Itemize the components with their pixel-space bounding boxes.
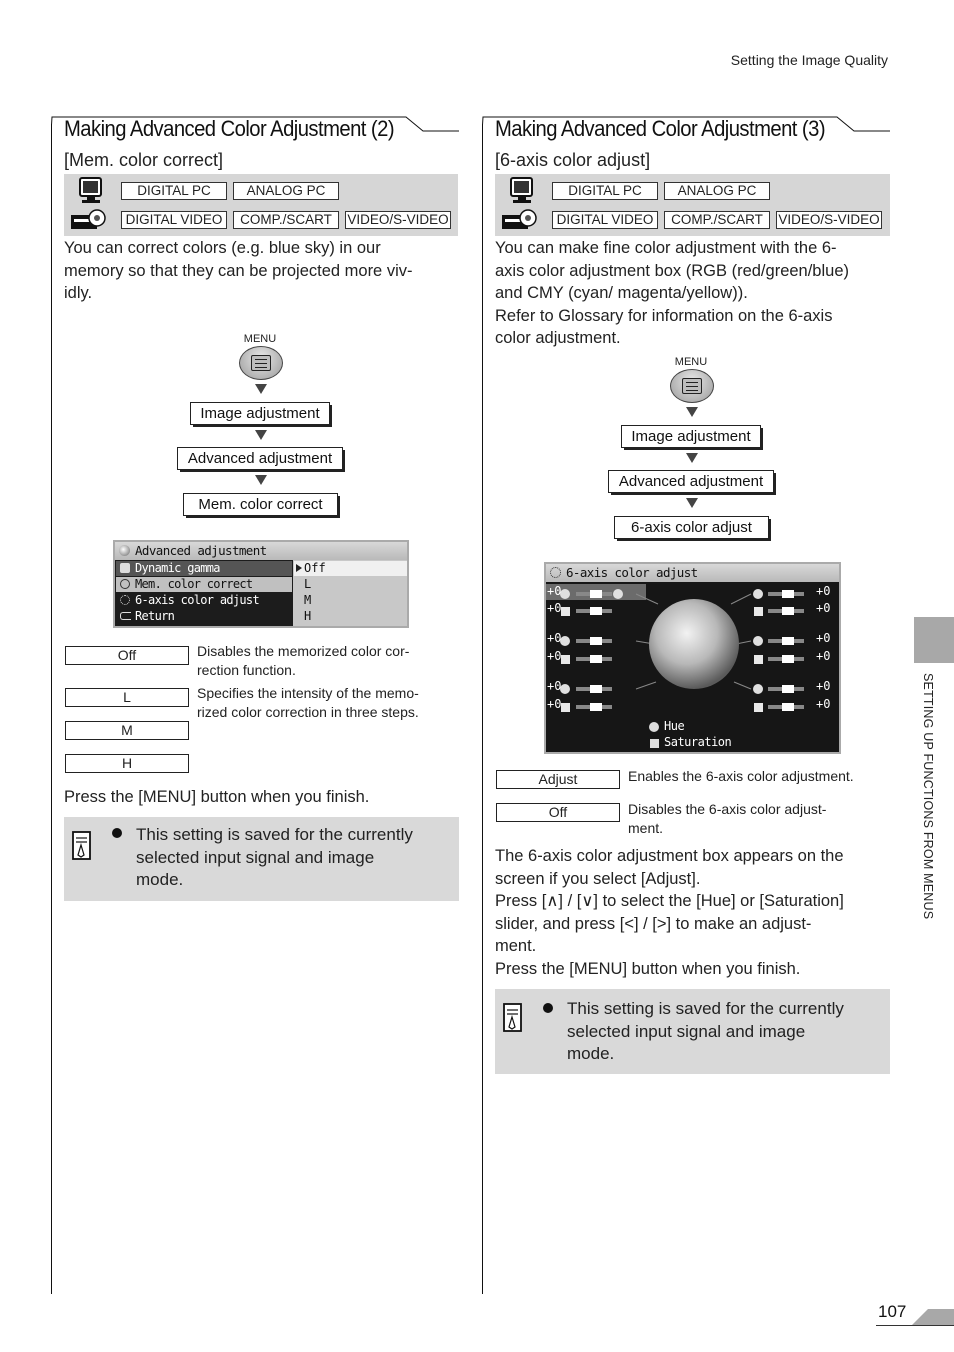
menu-button-icon (670, 369, 714, 403)
option-off-desc (628, 800, 886, 838)
option-off-desc (197, 642, 453, 680)
page-number-rule (876, 1325, 954, 1326)
flow-image-adjustment: Image adjustment (621, 425, 761, 448)
arrow-down-icon (686, 453, 698, 463)
page-number: 107 (878, 1302, 907, 1321)
osd-value: +0 (816, 649, 831, 663)
arrow-down-icon (255, 430, 267, 440)
body-line: slider, and press [<] / [>] to make an adjust- (495, 914, 812, 933)
osd-value: +0 (547, 631, 562, 645)
osd-value: +0 (816, 631, 831, 645)
note-line: This setting is saved for the currently (567, 999, 844, 1018)
osd-title-bar (546, 564, 841, 582)
osd-value: +0 (547, 679, 562, 693)
desc-line: Disables the memorized color cor- (197, 643, 410, 659)
osd-item-label: 6-axis color adjust (135, 593, 259, 607)
signal-video-s-video: VIDEO/S-VIDEO (345, 211, 451, 229)
page-corner-wedge (912, 1309, 954, 1325)
osd-value: +0 (816, 679, 831, 693)
intro-line: and CMY (cyan/ magenta/yellow)). (495, 284, 748, 303)
osd-value: Off (304, 561, 326, 575)
section-title: Making Advanced Color Adjustment (3) (495, 116, 826, 141)
osd-item-label: Mem. color correct (135, 577, 253, 591)
arrow-down-icon (255, 475, 267, 485)
osd-item-label: Return (135, 609, 175, 623)
six-axis-icon (550, 567, 561, 578)
monitor-icon (509, 177, 535, 205)
intro-line: idly. (64, 284, 93, 303)
option-off-tag: Off (65, 646, 189, 665)
arrow-down-icon (255, 384, 267, 394)
running-head: Setting the Image Quality (730, 52, 888, 68)
section-title: Making Advanced Color Adjustment (2) (64, 116, 395, 141)
flow-advanced-adjustment: Advanced adjustment (608, 470, 774, 493)
body-line: ment. (495, 937, 537, 956)
signal-comp-scart: COMP./SCART (664, 211, 770, 229)
intro-text (64, 237, 458, 305)
bullet-icon (543, 1003, 553, 1013)
video-deck-icon (501, 208, 537, 232)
memo-icon (72, 831, 92, 861)
menu-button-icon (239, 346, 283, 380)
menu-flow (495, 355, 889, 545)
osd-value: +0 (547, 697, 562, 711)
body-line: Press the [MENU] button when you finish. (495, 959, 801, 978)
signal-digital-pc: DIGITAL PC (552, 182, 658, 200)
signal-digital-video: DIGITAL VIDEO (121, 211, 227, 229)
note-text (136, 824, 446, 892)
note-line: selected input signal and image (136, 847, 375, 867)
legend-saturation: Saturation (664, 735, 732, 749)
chapter-label (921, 673, 937, 920)
signal-digital-video: DIGITAL VIDEO (552, 211, 658, 229)
finish-text: Press the [MENU] button when you finish. (64, 788, 370, 806)
option-m-tag: M (65, 721, 189, 740)
flow-advanced-adjustment: Advanced adjustment (177, 447, 343, 470)
osd-title: Advanced adjustment (135, 543, 267, 558)
osd-value: +0 (547, 584, 562, 598)
option-adjust-tag: Adjust (496, 770, 620, 789)
osd-value: M (304, 593, 312, 607)
desc-line: Specifies the intensity of the memo- (197, 685, 419, 701)
column-rule (482, 124, 483, 1294)
flow-mem-color-correct: Mem. color correct (183, 493, 338, 516)
menu-flow (64, 332, 458, 522)
signal-analog-pc: ANALOG PC (233, 182, 339, 200)
intro-text (495, 237, 889, 350)
gamma-icon (120, 563, 130, 573)
osd-value: +0 (816, 584, 831, 598)
osd-value: +0 (816, 697, 831, 711)
chapter-tab (914, 617, 954, 663)
selector-arrow-icon (296, 564, 302, 572)
osd-item-list (115, 560, 293, 628)
osd-value: +0 (547, 649, 562, 663)
signal-box (64, 174, 458, 236)
osd-advanced-adjustment (113, 540, 409, 628)
arrow-down-icon (686, 498, 698, 508)
osd-value-list (293, 560, 409, 628)
option-l-tag: L (65, 688, 189, 707)
osd-value: +0 (547, 601, 562, 615)
section-left (51, 112, 459, 1294)
osd-six-axis (544, 562, 841, 754)
legend-hue: Hue (664, 719, 685, 733)
desc-line: ment. (628, 820, 664, 836)
intro-line: axis color adjustment box (RGB (red/green/blue) (495, 261, 849, 280)
option-adjust-desc (628, 767, 886, 786)
return-icon (120, 612, 131, 620)
osd-title-bar (115, 542, 409, 560)
desc-line: Enables the 6-axis color adjustment. (628, 768, 854, 784)
desc-line: rized color correction in three steps. (197, 704, 419, 720)
intro-line: color adjustment. (495, 329, 621, 348)
osd-advanced-icon (119, 545, 130, 556)
note-line: mode. (567, 1044, 615, 1064)
column-rule (51, 124, 52, 1294)
note-text (567, 998, 877, 1066)
note-box (495, 989, 890, 1074)
section-subtitle: [Mem. color correct] (64, 150, 224, 170)
monitor-icon (78, 177, 104, 205)
menu-label: MENU (674, 356, 708, 368)
six-axis-panel (546, 582, 841, 754)
osd-value: +0 (816, 601, 831, 615)
memo-icon (503, 1003, 523, 1033)
mem-color-icon (120, 579, 130, 589)
osd-item-label: Dynamic gamma (135, 561, 220, 575)
intro-line: You can correct colors (e.g. blue sky) in our (64, 239, 381, 257)
osd-value: L (304, 577, 312, 591)
option-off-tag: Off (496, 803, 620, 822)
intro-line: memory so that they can be projected more viv- (64, 261, 413, 280)
video-deck-icon (70, 208, 106, 232)
osd-value: H (304, 609, 312, 623)
title-bar (51, 112, 459, 142)
six-axis-icon (120, 595, 130, 605)
desc-line: Disables the 6-axis color adjust- (628, 801, 827, 817)
option-h-tag: H (65, 754, 189, 773)
body-line: The 6-axis color adjustment box appears on the (495, 847, 844, 865)
body-line: Press [∧] / [∨] to select the [Hue] or [Saturation] (495, 892, 844, 911)
menu-label: MENU (243, 333, 277, 345)
signal-comp-scart: COMP./SCART (233, 211, 339, 229)
flow-image-adjustment: Image adjustment (190, 402, 330, 425)
section-right (482, 112, 890, 1294)
body-line: screen if you select [Adjust]. (495, 869, 701, 888)
flow-six-axis-color-adjust: 6-axis color adjust (614, 516, 769, 539)
option-l-desc (197, 684, 453, 722)
chapter-label-text: SETTING UP FUNCTIONS FROM MENUS (921, 673, 935, 920)
signal-video-s-video: VIDEO/S-VIDEO (776, 211, 882, 229)
note-line: This setting is saved for the currently (136, 825, 413, 844)
note-line: selected input signal and image (567, 1021, 806, 1041)
intro-line: Refer to Glossary for information on the 6-axis (495, 306, 833, 325)
osd-title: 6-axis color adjust (566, 565, 698, 580)
arrow-down-icon (686, 407, 698, 417)
section-subtitle: [6-axis color adjust] (495, 150, 651, 170)
bullet-icon (112, 828, 122, 838)
signal-digital-pc: DIGITAL PC (121, 182, 227, 200)
note-box (64, 817, 459, 901)
signal-analog-pc: ANALOG PC (664, 182, 770, 200)
instructions-text (495, 845, 889, 981)
desc-line: rection function. (197, 662, 296, 678)
signal-box (495, 174, 890, 236)
title-bar (482, 112, 890, 142)
note-line: mode. (136, 870, 184, 890)
intro-line: You can make fine color adjustment with the 6- (495, 239, 837, 257)
